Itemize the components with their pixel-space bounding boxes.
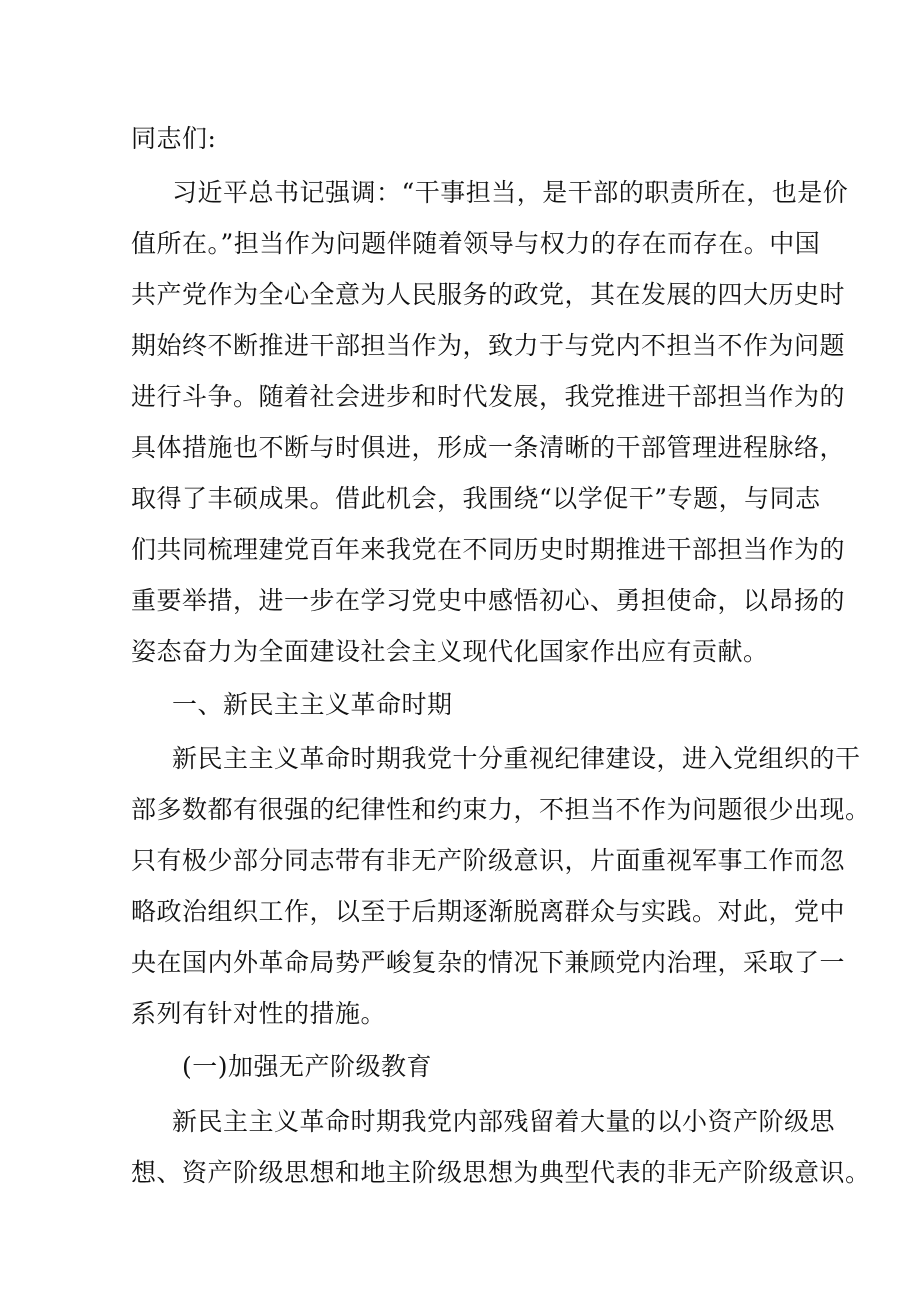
paragraph-line: 习近平总书记强调：“干事担当，是干部的职责所在，也是价 (172, 178, 849, 207)
paragraph-line: 想、资产阶级思想和地主阶级思想为典型代表的非无产阶级意识。 (131, 1158, 871, 1187)
paragraph-line: 新民主主义革命时期我党十分重视纪律建设，进入党组织的干 (172, 744, 861, 773)
paragraph-line: 们共同梳理建党百年来我党在不同历史时期推进干部担当作为的 (131, 535, 846, 564)
paragraph-line: 进行斗争。随着社会进步和时代发展，我党推进干部担当作为的 (131, 382, 846, 411)
paragraph-line: 央在国内外革命局势严峻复杂的情况下兼顾党内治理，采取了一 (131, 948, 846, 977)
section-heading: 一、新民主主义革命时期 (172, 690, 453, 719)
paragraph-line: 新民主主义革命时期我党内部残留着大量的以小资产阶级思 (172, 1107, 836, 1136)
paragraph-line: 值所在。”担当作为问题伴随着领导与权力的存在而存在。中国 (131, 229, 821, 258)
paragraph-line: 只有极少部分同志带有非无产阶级意识，片面重视军事工作而忽 (131, 846, 846, 875)
paragraph-line: 部多数都有很强的纪律性和约束力，不担当不作为问题很少出现。 (131, 795, 871, 824)
salutation: 同志们: (131, 124, 217, 153)
paragraph-line: 系列有针对性的措施。 (131, 999, 387, 1028)
paragraph-line: 期始终不断推进干部担当作为，致力于与党内不担当不作为问题 (131, 331, 846, 360)
subsection-heading: (一)加强无产阶级教育 (182, 1052, 433, 1081)
paragraph-line: 取得了丰硕成果。借此机会，我围绕“以学促干”专题，与同志 (131, 484, 821, 513)
paragraph-line: 姿态奋力为全面建设社会主义现代化国家作出应有贡献。 (131, 637, 769, 666)
paragraph-line: 共产党作为全心全意为人民服务的政党，其在发展的四大历史时 (131, 280, 846, 309)
paragraph-line: 略政治组织工作，以至于后期逐渐脱离群众与实践。对此，党中 (131, 897, 846, 926)
paragraph-line: 具体措施也不断与时俱进，形成一条清晰的干部管理进程脉络， (131, 433, 846, 462)
paragraph-line: 重要举措，进一步在学习党史中感悟初心、勇担使命，以昂扬的 (131, 586, 846, 615)
